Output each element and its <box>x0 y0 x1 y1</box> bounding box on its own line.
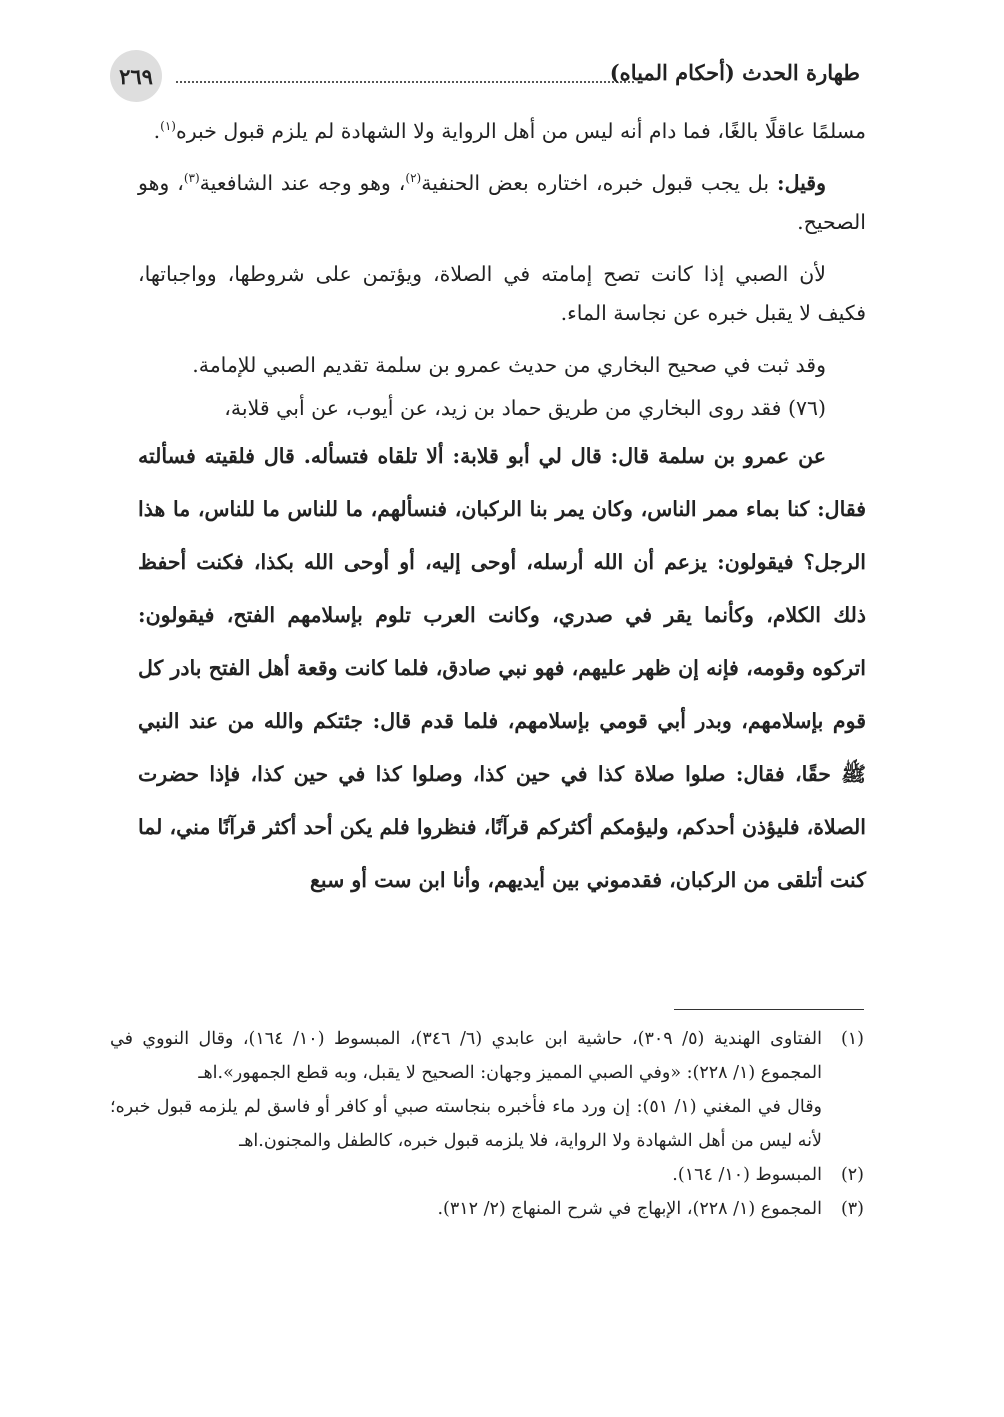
footnote-ref-2: (٢) <box>405 171 422 186</box>
paragraph-2-lead: وقيل: <box>777 171 826 195</box>
paragraph-4: وقد ثبت في صحيح البخاري من حديث عمرو بن سلمة تقديم الصبي للإمامة. <box>192 353 826 377</box>
footnote-text: المبسوط (١٠/ ١٦٤). <box>672 1165 822 1185</box>
running-title: طهارة الحدث (أحكام المياه) <box>609 60 860 85</box>
footnote-ref-1: (١) <box>160 119 176 134</box>
paragraph-2-text-c: ، وهو الصحيح. <box>138 171 866 234</box>
footnotes <box>110 1022 864 1226</box>
paragraph-5: (٧٦) فقد روى البخاري من طريق حماد بن زيد، عن أيوب، عن أبي قلابة، <box>224 396 826 420</box>
page-number: ٢٦٩ <box>119 63 153 89</box>
footnote-1 <box>110 1022 864 1090</box>
paragraph-1-text: مسلمًا عاقلًا بالغًا، فما دام أنه ليس من أهل الرواية ولا الشهادة لم يلزم قبول خبره <box>175 119 866 143</box>
paragraph-3: لأن الصبي إذا كانت تصح إمامته في الصلاة، ويؤتمن على شروطها، وواجباتها، فكيف لا يقبل خبره عن نجاسة الماء. <box>138 262 866 325</box>
hadith-text: عن عمرو بن سلمة قال: قال لي أبو قلابة: ألا تلقاه فتسأله. قال فلقيته فسألته فقال: كنا بماء ممر الناس، وكان يمر بنا الركبان، فنسألهم، ما للناس ما للناس، ما هذا الرجل؟ فيقولون: يزعم أن الله أرسله، أوحى إليه، أو أوحى الله بكذا، فكنت أحفظ ذلك الكلام، وكأنما يقر في صدري، وكانت العرب تلوم بإسلامهم الفتح، فيقولون: اتركوه وقومه، فإنه إن ظهر عليهم، فهو نبي صادق، فلما كانت وقعة أهل الفتح بادر كل قوم بإسلامهم، وبدر أبي قومي بإسلامهم، فلما قدم قال: جئتكم والله من عند النبي ﷺ حقًا، فقال: صلوا صلاة كذا في حين كذا، وصلوا كذا في حين كذا، فإذا حضرت الصلاة، فليؤذن أحدكم، وليؤمكم أكثركم قرآنًا، فنظروا فلم يكن أحد أكثر قرآنًا مني، لما كنت أتلقى من الركبان، فقدموني بين أيديهم، وأنا ابن ست أو سبع <box>137 444 866 892</box>
paragraph-2-text-b: ، وهو وجه عند الشافعية <box>199 171 406 195</box>
footnote-separator <box>674 1009 864 1010</box>
page-number-badge <box>110 50 162 102</box>
footnote-ref-3: (٣) <box>183 171 200 186</box>
footnote-number: (١) <box>840 1029 864 1049</box>
footnote-text: المجموع (١/ ٢٢٨)، الإبهاج في شرح المنهاج (٢/ ٣١٢). <box>437 1199 822 1219</box>
footnote-number: (٣) <box>840 1199 864 1219</box>
paragraph-2-text-a: بل يجب قبول خبره، اختاره بعض الحنفية <box>421 171 778 195</box>
paragraph-1-end: . <box>153 119 161 143</box>
main-text <box>138 112 866 920</box>
paragraph-1 <box>138 112 866 151</box>
footnote-text: الفتاوى الهندية (٥/ ٣٠٩)، حاشية ابن عابدي (٦/ ٣٤٦)، المبسوط (١٠/ ١٦٤)، وقال النووي في المجموع (١/ ٢٢٨): «وفي الصبي المميز وجهان: الصحيح لا يقبل، وبه قطع الجمهور».اهـ <box>110 1029 822 1083</box>
header-dotted-leader <box>176 81 634 83</box>
footnote-3 <box>110 1192 864 1226</box>
footnote-1-continuation: وقال في المغني (١/ ٥١): إن ورد ماء فأخبره بنجاسته صبي أو كافر أو فاسق لم يلزمه قبول خبره؛ لأنه ليس من أهل الشهادة ولا الرواية، فلا يلزمه قبول خبره، كالطفل والمجنون.اهـ <box>110 1097 823 1151</box>
page-header <box>110 50 860 100</box>
paragraph-2 <box>138 164 866 242</box>
footnote-2 <box>110 1158 864 1192</box>
footnote-number: (٢) <box>840 1165 864 1185</box>
